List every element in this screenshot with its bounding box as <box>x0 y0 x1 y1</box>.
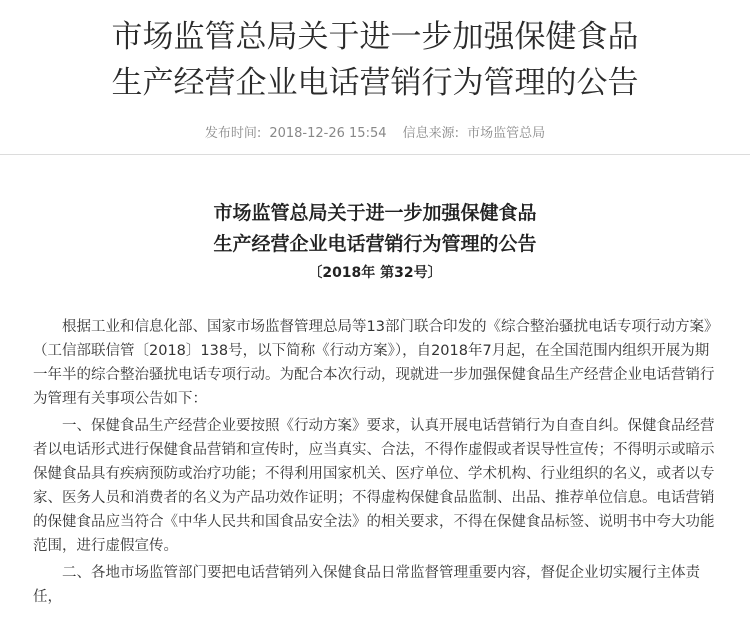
paragraph: 二、各地市场监管部门要把电话营销列入保健食品日常监督管理重要内容，督促企业切实履行主体责任， <box>33 565 700 605</box>
publish-time: 2018-12-26 15:54 <box>269 126 387 141</box>
publish-label: 发布时间: <box>204 126 262 141</box>
header-divider <box>0 154 750 155</box>
article-body <box>33 315 723 612</box>
paragraph: 根据工业和信息化部、国家市场监督管理总局等13部门联合印发的《综合整治骚扰电话专项行动方案》（工信部联信管〔2018〕138号，以下简称《行动方案》），自2018年7月起，在全国范围内组织开展为期一年半的综合整治骚扰电话专项行动。为配合本次行动，现就进一步加强保健食品生产经营企业电话营销行为管理有关事项公告如下： <box>33 319 719 407</box>
headline-line-2: 生产经营企业电话营销行为管理的公告 <box>111 65 639 101</box>
article-headline <box>0 14 750 106</box>
publish-info <box>205 126 387 141</box>
document-number: 〔2018年 第32号〕 <box>308 265 442 281</box>
article-meta <box>0 122 750 141</box>
paragraph: 一、保健食品生产经营企业要按照《行动方案》要求，认真开展电话营销行为自查自纠。保健食品经营者以电话形式进行保健食品营销和宣传时，应当真实、合法，不得作虚假或者误导性宣传；不得明示或暗示保健食品具有疾病预防或治疗功能；不得利用国家机关、医疗单位、学术机构、行业组织的名义，或者以专家、医务人员和消费者的名义为产品功效作证明；不得虚构保健食品监制、出品、推荐单位信息。电话营销的保健食品应当符合《中华人民共和国食品安全法》的相关要求，不得在保健食品标签、说明书中夸大功能范围，进行虚假宣传。 <box>33 418 715 554</box>
source-name: 市场监管总局 <box>467 126 546 141</box>
document-title-line-1: 市场监管总局关于进一步加强保健食品 <box>213 202 537 224</box>
headline-line-1: 市场监管总局关于进一步加强保健食品 <box>111 19 639 55</box>
source-info <box>403 126 546 141</box>
document-title <box>0 198 750 260</box>
document-title-line-2: 生产经营企业电话营销行为管理的公告 <box>213 233 537 255</box>
source-label: 信息来源: <box>402 126 460 141</box>
